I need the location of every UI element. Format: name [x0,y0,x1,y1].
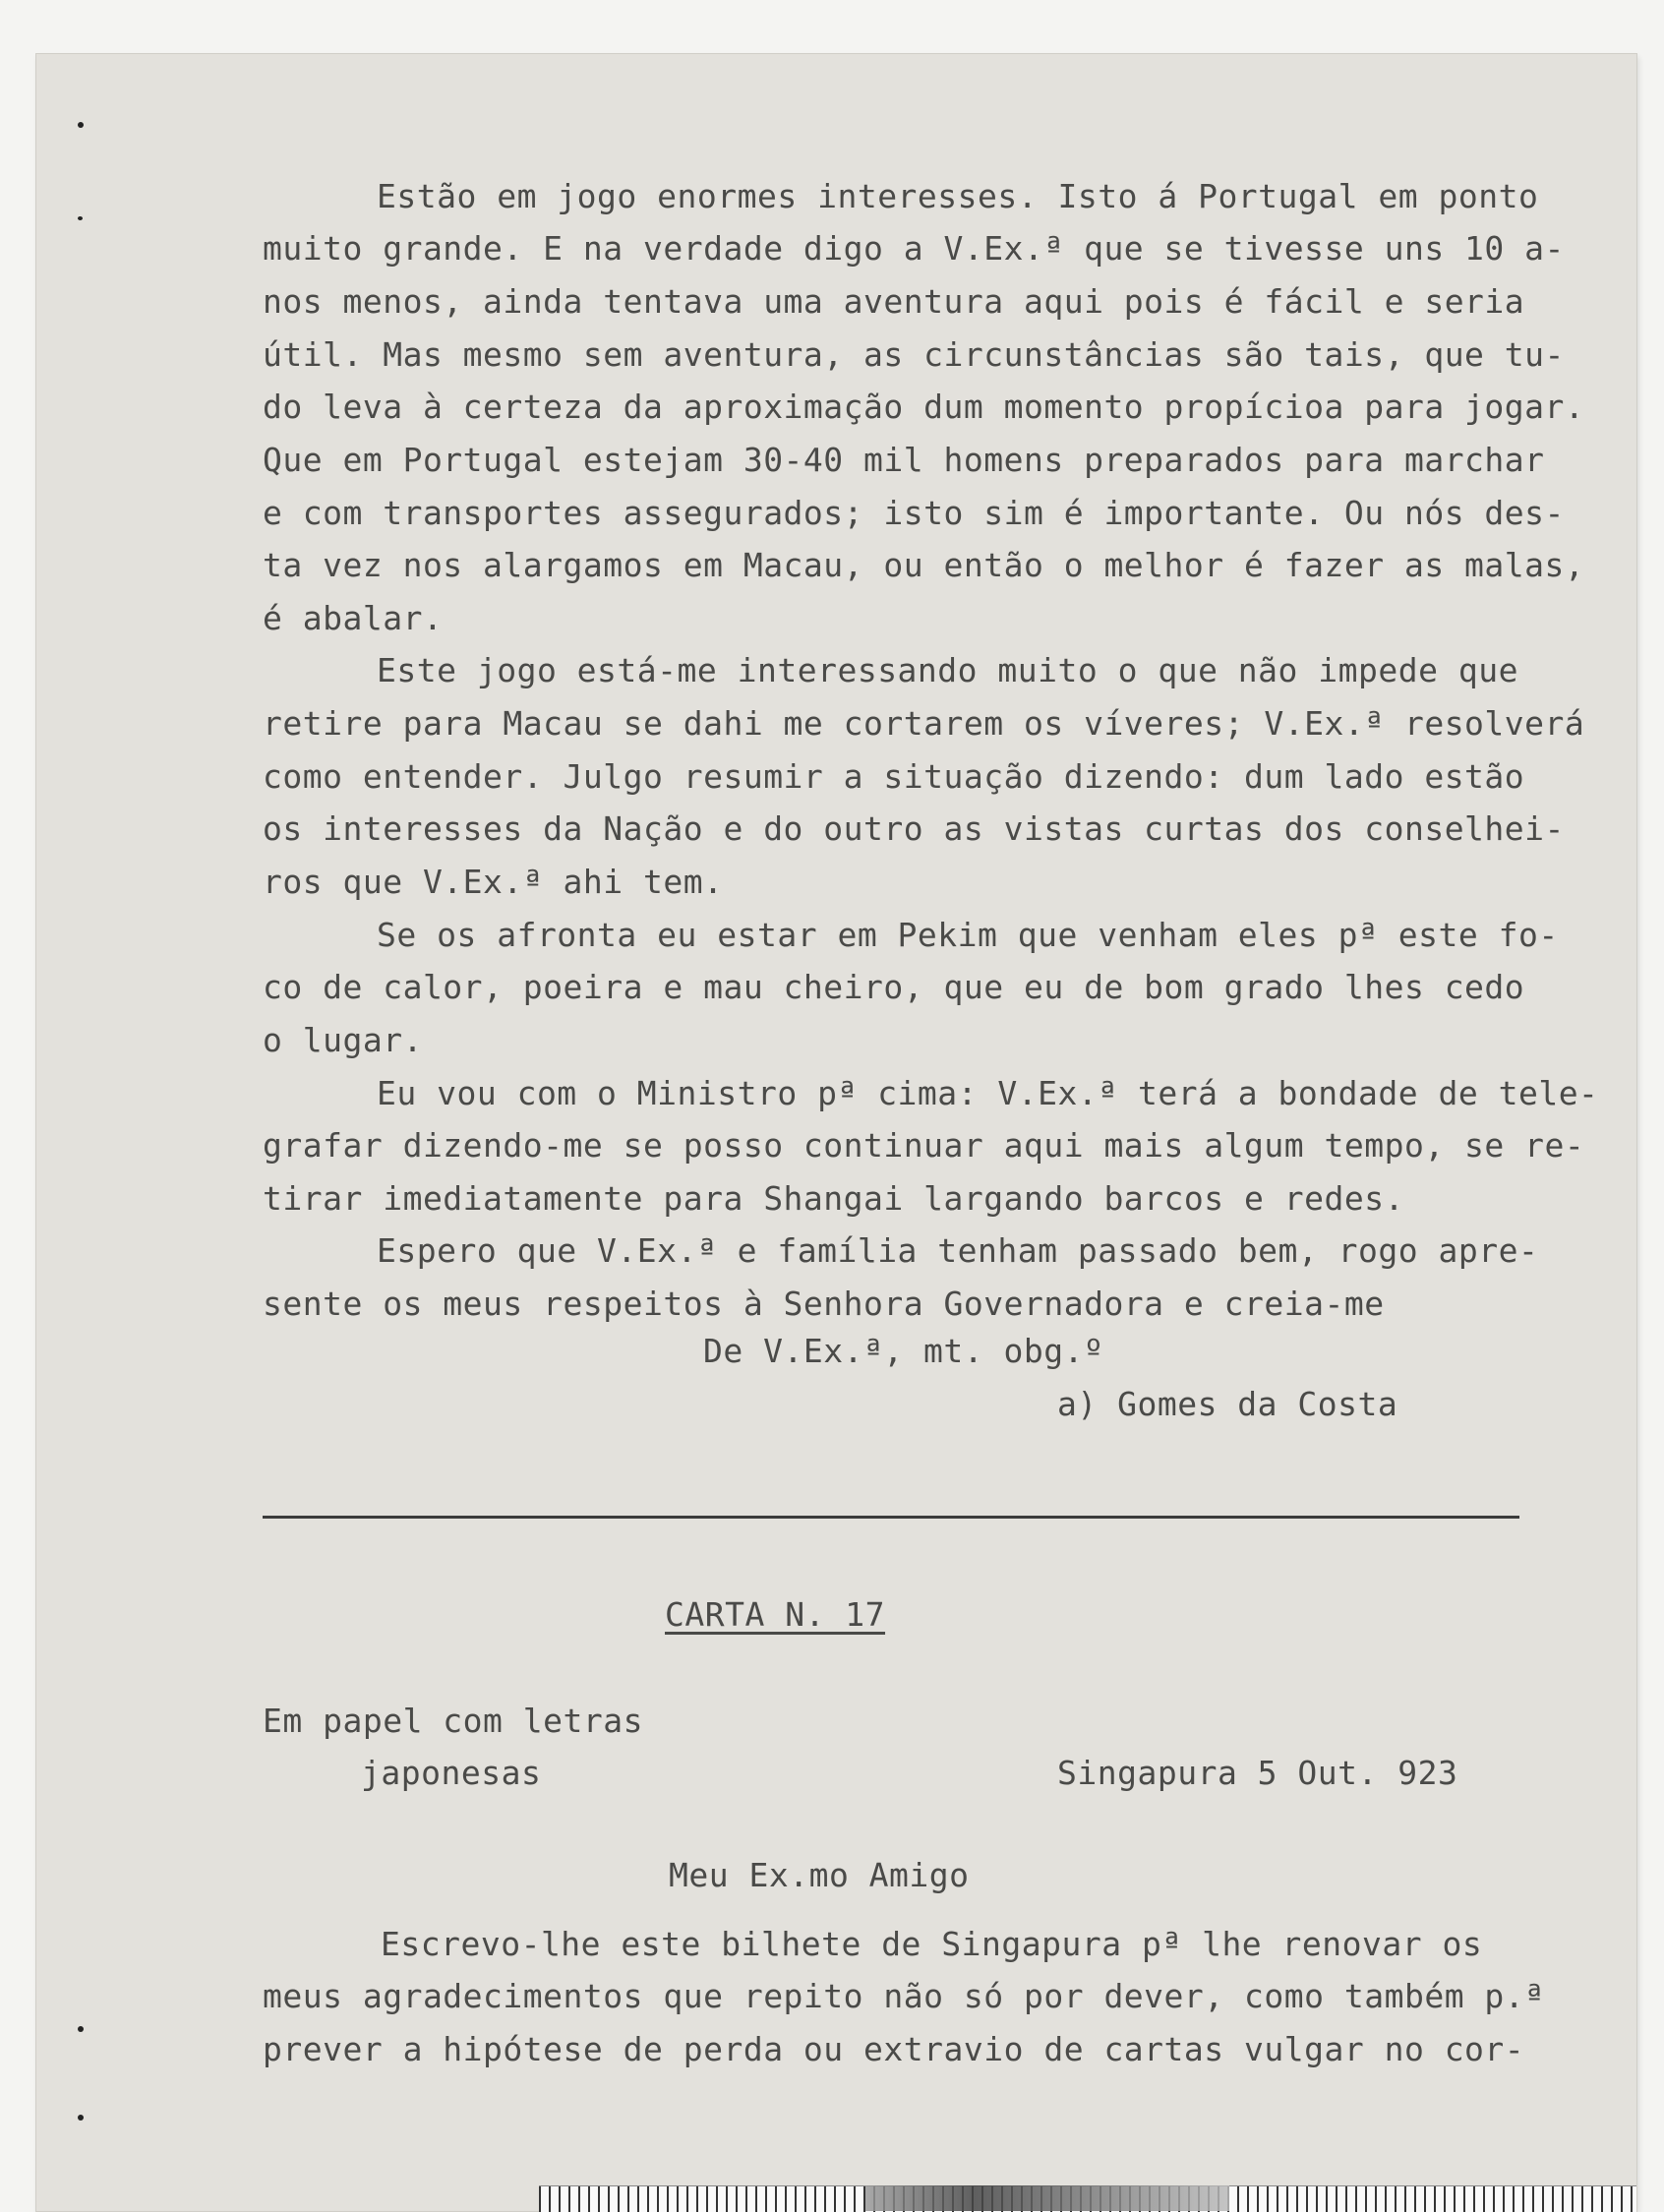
punch-hole-mark [78,216,83,220]
body-line: ta vez nos alargamos em Macau, ou então o melhor é fazer as malas, [263,546,1585,584]
body-line: co de calor, poeira e mau cheiro, que eu de bom grado lhes cedo [263,968,1525,1006]
body-line: Eu vou com o Ministro pª cima: V.Ex.ª terá a bondade de tele- [377,1074,1599,1112]
letter-title: CARTA N. 17 [665,1595,886,1634]
scale-ruler-shade [865,2185,1229,2211]
body-line: Que em Portugal estejam 30-40 mil homens preparados para marchar [263,441,1545,479]
body-line: o lugar. [263,1021,423,1059]
punch-hole-mark [78,2026,84,2032]
paper-note: Em papel com letras [263,1702,643,1740]
body-line: Estão em jogo enormes interesses. Isto á Portugal em ponto [377,177,1539,215]
section-divider [263,1516,1519,1519]
body-line: é abalar. [263,599,444,637]
paper-note: japonesas [361,1754,542,1792]
place-date: Singapura 5 Out. 923 [1057,1754,1458,1792]
body-line: ros que V.Ex.ª ahi tem. [263,863,724,901]
body-line: Espero que V.Ex.ª e família tenham passado bem, rogo apre- [377,1231,1539,1270]
body-line: muito grande. E na verdade digo a V.Ex.ª que se tivesse uns 10 a- [263,229,1565,268]
punch-hole-mark [78,122,84,128]
body-line: nos menos, ainda tentava uma aventura aqui pois é fácil e seria [263,282,1525,321]
signature: a) Gomes da Costa [1057,1385,1398,1423]
body-line: Se os afronta eu estar em Pekim que venham eles pª este fo- [377,916,1559,954]
body-line: meus agradecimentos que repito não só por dever, como também p.ª [263,1977,1545,2015]
body-line: grafar dizendo-me se posso continuar aqui mais algum tempo, se re- [263,1126,1585,1165]
closing-line: De V.Ex.ª, mt. obg.º [703,1332,1104,1370]
body-line: tirar imediatamente para Shangai largando barcos e redes. [263,1179,1404,1218]
body-line: retire para Macau se dahi me cortarem os víveres; V.Ex.ª resolverá [263,704,1585,743]
punch-hole-mark [78,2115,84,2121]
body-line: do leva à certeza da aproximação dum momento propícioa para jogar. [263,388,1585,426]
salutation: Meu Ex.mo Amigo [669,1856,970,1894]
body-line: como entender. Julgo resumir a situação dizendo: dum lado estão [263,757,1525,796]
body-line: e com transportes assegurados; isto sim é importante. Ou nós des- [263,494,1565,532]
body-line: sente os meus respeitos à Senhora Governadora e creia-me [263,1285,1385,1323]
body-line: os interesses da Nação e do outro as vistas curtas dos conselhei- [263,809,1565,848]
body-line: prever a hipótese de perda ou extravio de cartas vulgar no cor- [263,2030,1525,2068]
body-line: Escrevo-lhe este bilhete de Singapura pª lhe renovar os [381,1925,1483,1963]
body-line: útil. Mas mesmo sem aventura, as circunstâncias são tais, que tu- [263,335,1565,374]
body-line: Este jogo está-me interessando muito o que não impede que [377,651,1518,689]
